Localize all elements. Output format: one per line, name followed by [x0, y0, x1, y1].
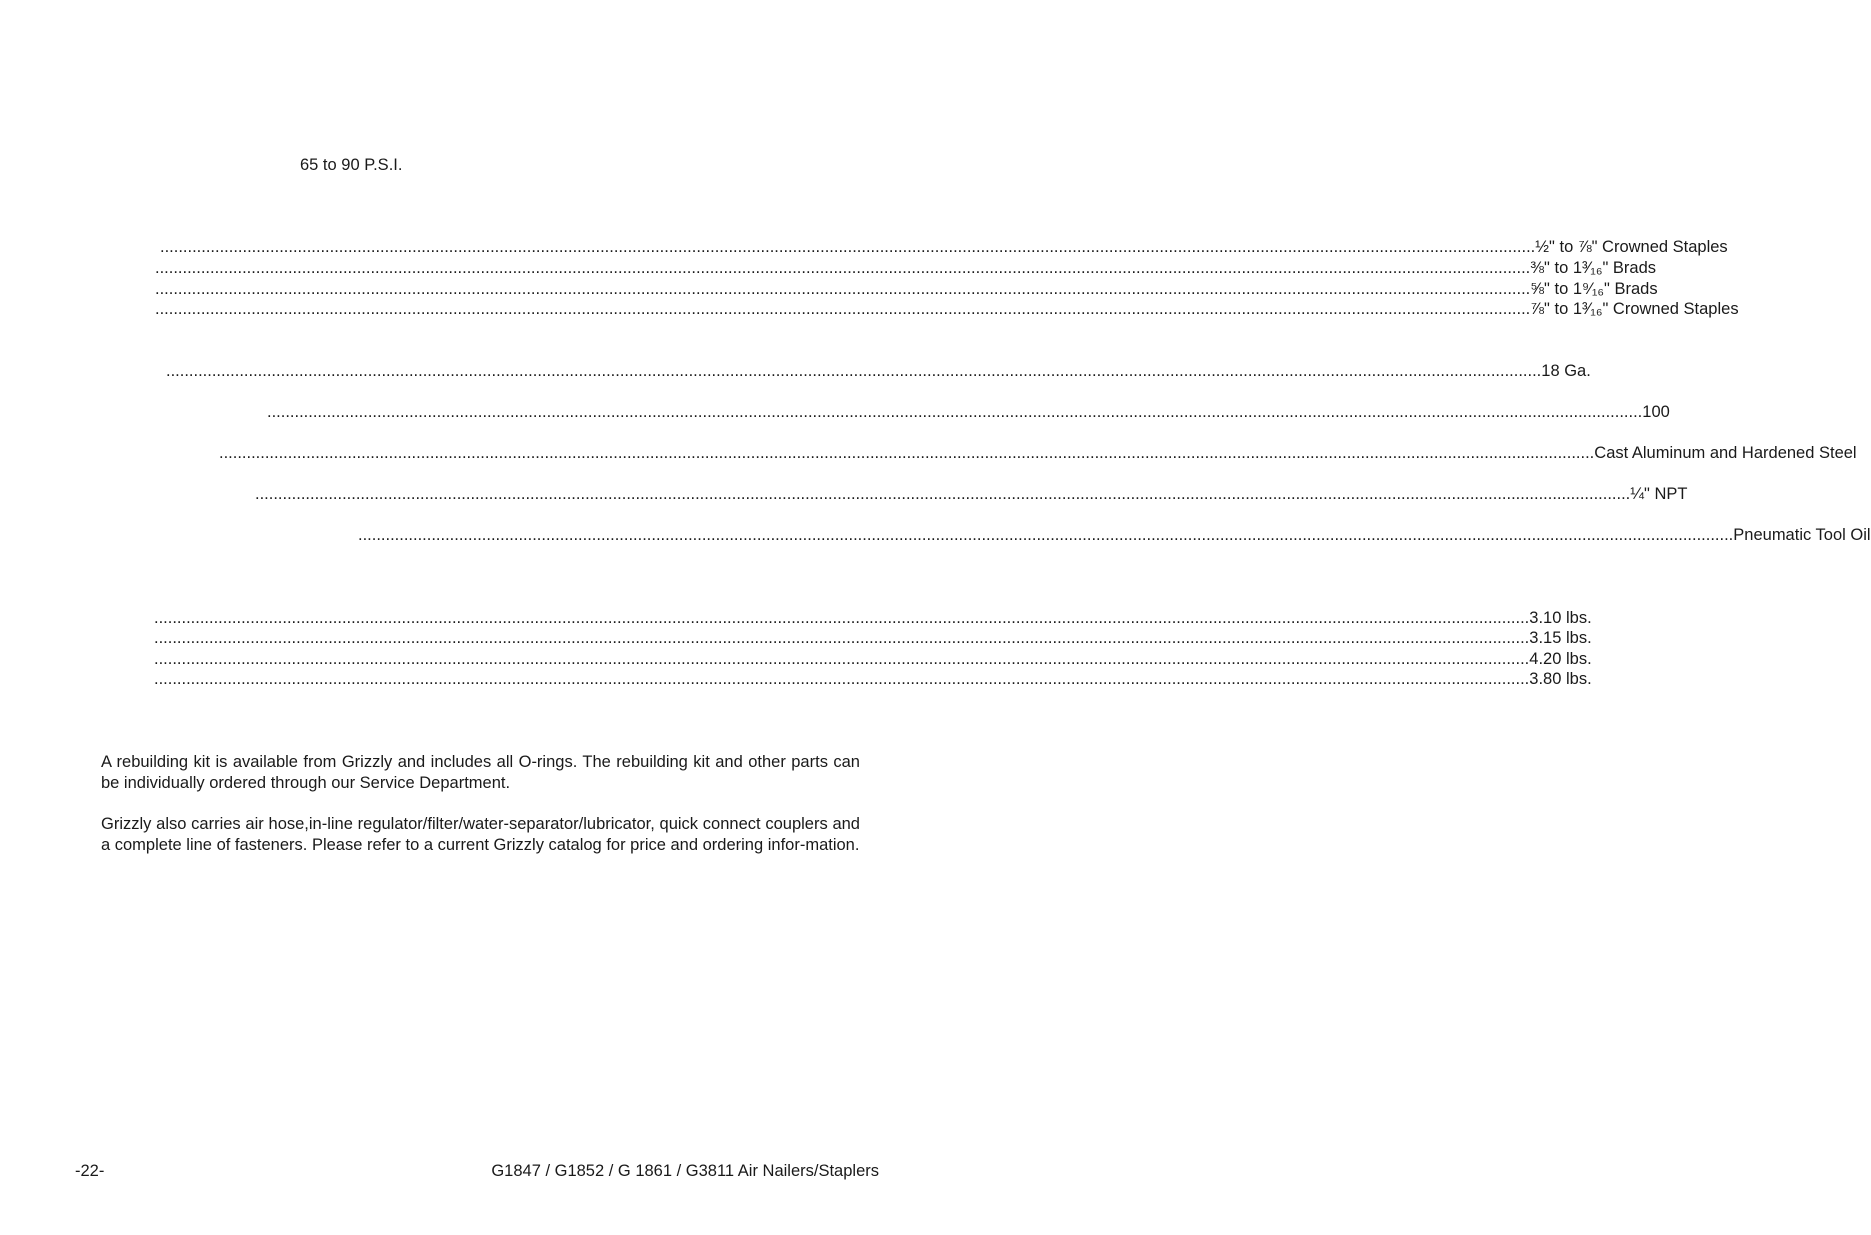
spec-row-fastener-1 — [160, 237, 1728, 257]
rebuild-kit-paragraph: A rebuilding kit is available from Grizzly and includes all O-rings. The rebuilding kit and other parts can be individually ordered through our Service Department. — [101, 753, 860, 792]
dot-leader: ............................................................................................................................................................................................................................................................................................................ — [154, 609, 1530, 627]
dot-leader: ............................................................................................................................................................................................................................................................................................................ — [267, 403, 1643, 421]
weight-value: 3.10 lbs. — [1529, 609, 1592, 627]
operating-pressure-value: 65 to 90 P.S.I. — [300, 156, 403, 174]
accessories-paragraph: Grizzly also carries air hose,in-line regulator/filter/water-separator/lubricator, quick connect couplers and a complete line of fasteners. Please refer to a current Grizzly catalog for price and ordering infor-mation. — [101, 815, 860, 854]
footer-model-line: G1847 / G1852 / G 1861 / G3811 Air Nailers/Staplers — [491, 1162, 879, 1180]
spec-row-fastener-3 — [155, 279, 1658, 299]
dot-leader: ............................................................................................................................................................................................................................................................................................................ — [219, 444, 1595, 462]
fastener-spec-value: ⅜" to 1³⁄₁₆" Brads — [1530, 259, 1657, 277]
weight-value: 3.80 lbs. — [1529, 670, 1592, 688]
spec-row-weight-3 — [154, 649, 1592, 669]
spec-row-magazine-capacity — [267, 402, 1670, 422]
spec-row-weight-2 — [154, 628, 1592, 648]
dot-leader: ............................................................................................................................................................................................................................................................................................................ — [155, 300, 1531, 318]
spec-row-construction — [219, 443, 1857, 463]
dot-leader: ............................................................................................................................................................................................................................................................................................................ — [166, 362, 1542, 380]
page-number: -22- — [75, 1162, 105, 1180]
spec-row-weight-1 — [154, 608, 1592, 628]
dot-leader: ............................................................................................................................................................................................................................................................................................................ — [155, 280, 1531, 298]
spec-row-fastener-2 — [155, 258, 1657, 278]
spec-row-gauge — [166, 361, 1591, 381]
magazine-capacity-value: 100 — [1642, 403, 1670, 421]
weight-value: 3.15 lbs. — [1529, 629, 1592, 647]
fastener-spec-value: ⅞" to 1³⁄₁₆" Crowned Staples — [1530, 300, 1739, 318]
dot-leader: ............................................................................................................................................................................................................................................................................................................ — [255, 485, 1631, 503]
dot-leader: ............................................................................................................................................................................................................................................................................................................ — [358, 526, 1734, 544]
dot-leader: ............................................................................................................................................................................................................................................................................................................ — [154, 670, 1530, 688]
spec-row-lubrication — [358, 525, 1871, 545]
dot-leader: ............................................................................................................................................................................................................................................................................................................ — [154, 629, 1530, 647]
gauge-value: 18 Ga. — [1541, 362, 1591, 380]
spec-row-air-inlet — [255, 484, 1688, 504]
dot-leader: ............................................................................................................................................................................................................................................................................................................ — [154, 650, 1530, 668]
dot-leader: ............................................................................................................................................................................................................................................................................................................ — [155, 259, 1531, 277]
spec-row-fastener-4 — [155, 299, 1739, 319]
air-inlet-value: ¼" NPT — [1630, 485, 1688, 503]
dot-leader: ............................................................................................................................................................................................................................................................................................................ — [160, 238, 1536, 256]
fastener-spec-value: ½" to ⅞" Crowned Staples — [1535, 238, 1728, 256]
construction-value: Cast Aluminum and Hardened Steel — [1594, 444, 1857, 462]
spec-row-weight-4 — [154, 669, 1592, 689]
fastener-spec-value: ⅝" to 1⁹⁄₁₆" Brads — [1530, 280, 1658, 298]
lubrication-value: Pneumatic Tool Oil — [1733, 526, 1871, 544]
weight-value: 4.20 lbs. — [1529, 650, 1592, 668]
